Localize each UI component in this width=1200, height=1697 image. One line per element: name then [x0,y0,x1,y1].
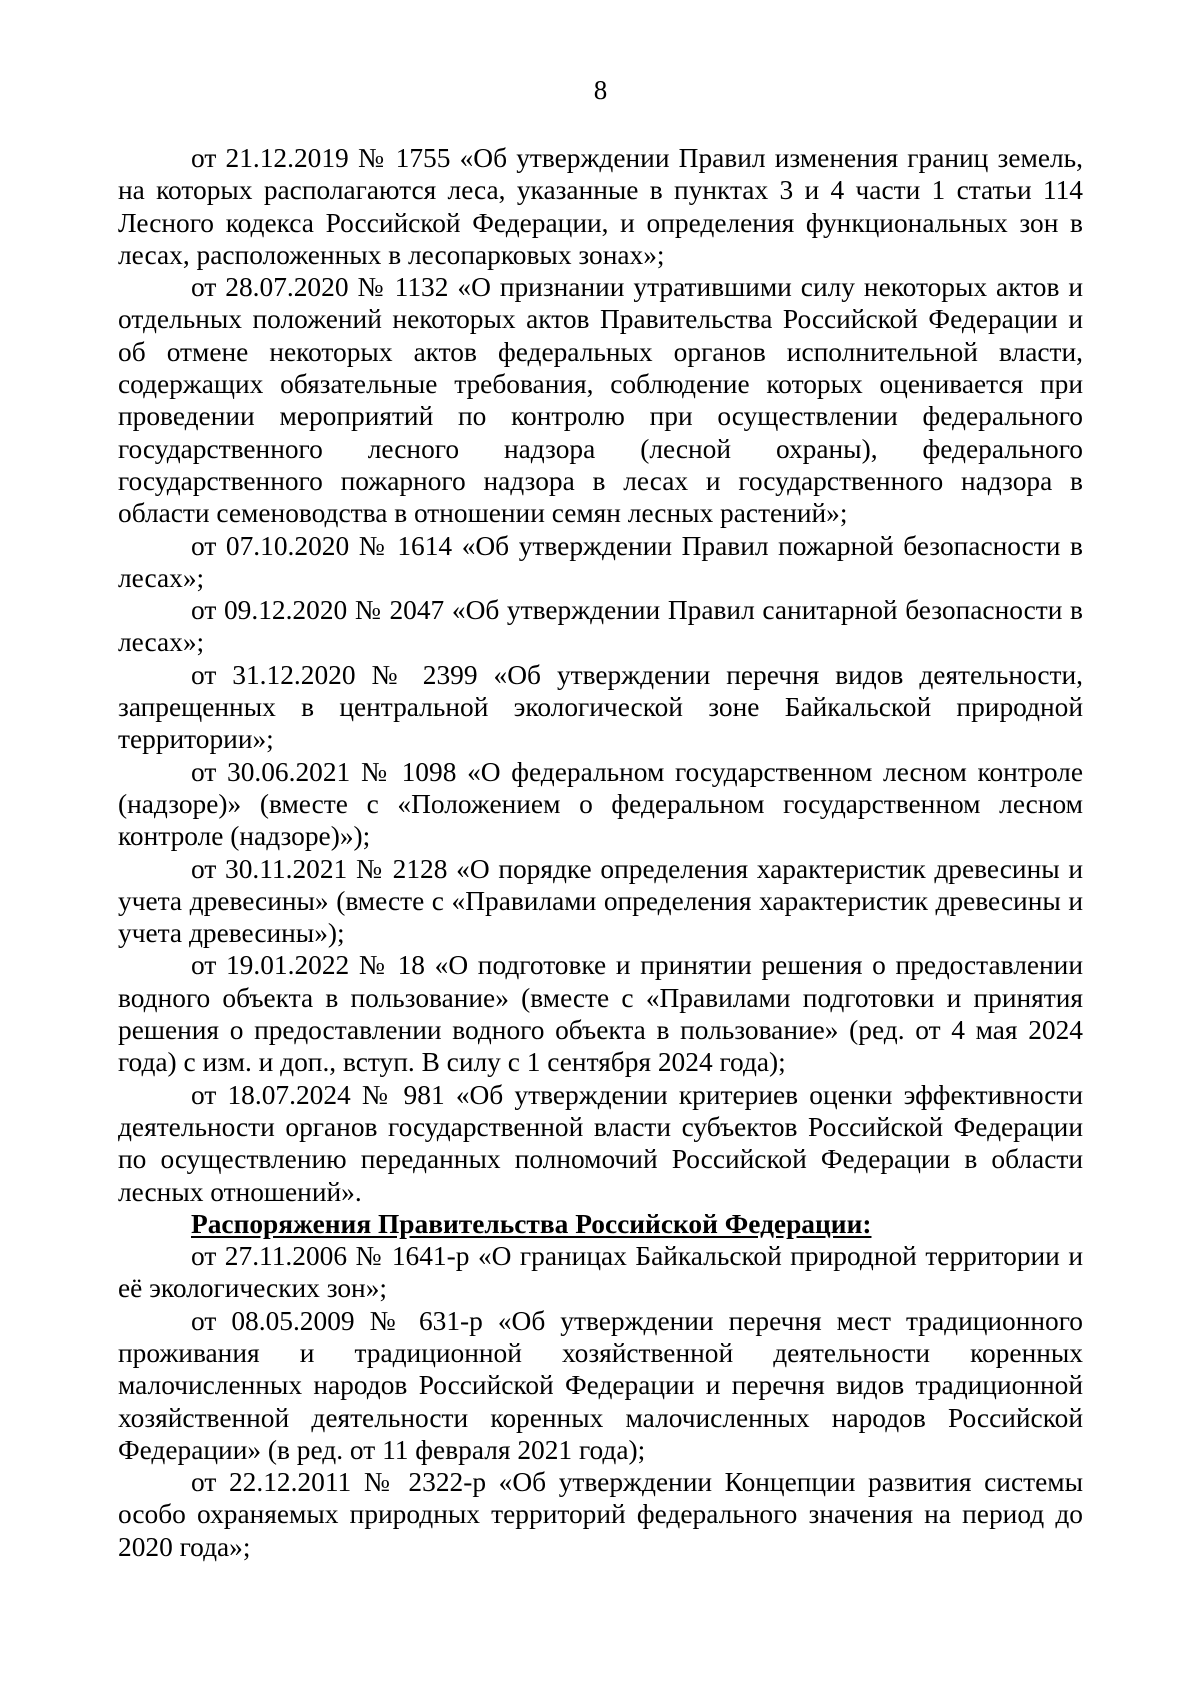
paragraph-decree-2399: от 31.12.2020 № 2399 «Об утверждении перечня видов деятельности, запрещенных в центральной экологической зоне Байкальской природной территории»; [118,659,1083,755]
paragraph-order-1641-r: от 27.11.2006 № 1641-р «О границах Байкальской природной территории и её экологических зон»; [118,1241,1083,1304]
page-number: 8 [593,75,608,105]
paragraph-decree-1755: от 21.12.2019 № 1755 «Об утверждении Правил изменения границ земель, на которых располагаются леса, указанные в пунктах 3 и 4 части 1 статьи 114 Лесного кодекса Российской Федерации, и определения функциональных зон в лесах, расположенных в лесопарковых зонах»; [118,143,1083,270]
document-page [118,0,1083,1697]
section-heading-orders: Распоряжения Правительства Российской Федерации: [191,1208,872,1239]
paragraph-decree-1132: от 28.07.2020 № 1132 «О признании утратившими силу некоторых актов и отдельных положений некоторых актов Правительства Российской Федерации и об отмене некоторых актов федеральных органов исполнительной власти, содержащих обязательные требования, соблюдение которых оценивается при проведении мероприятий по контролю при осуществлении федерального государственного лесного надзора (лесной охраны), федерального государственного пожарного надзора в лесах и государственного надзора в области семеноводства в отношении семян лесных растений»; [118,272,1083,529]
document-body [118,142,1083,1563]
paragraph-decree-18: от 19.01.2022 № 18 «О подготовке и принятии решения о предоставлении водного объекта в пользование» (вместе с «Правилами подготовки и принятия решения о предоставлении водного объекта в пользование» (ред. от 4 мая 2024 года) с изм. и доп., вступ. В силу с 1 сентября 2024 года); [118,950,1083,1078]
paragraph-decree-2128: от 30.11.2021 № 2128 «О порядке определения характеристик древесины и учета древесины» (вместе с «Правилами определения характеристик древесины и учета древесины»); [118,853,1083,949]
paragraph-order-631-r: от 08.05.2009 № 631-р «Об утверждении перечня мест традиционного проживания и традиционной хозяйственной деятельности коренных малочисленных народов Российской Федерации и перечня видов традиционной хозяйственной деятельности коренных малочисленных народов Российской Федерации» (в ред. от 11 февраля 2021 года); [118,1305,1083,1465]
paragraph-order-2322-r: от 22.12.2011 № 2322-р «Об утверждении Концепции развития системы особо охраняемых природных территорий федерального значения на период до 2020 года»; [118,1467,1083,1562]
paragraph-decree-1614: от 07.10.2020 № 1614 «Об утверждении Правил пожарной безопасности в лесах»; [118,530,1083,593]
paragraph-decree-1098: от 30.06.2021 № 1098 «О федеральном государственном лесном контроле (надзоре)» (вместе с «Положением о федеральном государственном лесном контроле (надзоре)»); [118,756,1083,852]
paragraph-decree-2047: от 09.12.2020 № 2047 «Об утверждении Правил санитарной безопасности в лесах»; [118,595,1083,658]
paragraph-decree-981: от 18.07.2024 № 981 «Об утверждении критериев оценки эффективности деятельности органов государственной власти субъектов Российской Федерации по осуществлению переданных полномочий Российской Федерации в области лесных отношений». [118,1079,1083,1207]
